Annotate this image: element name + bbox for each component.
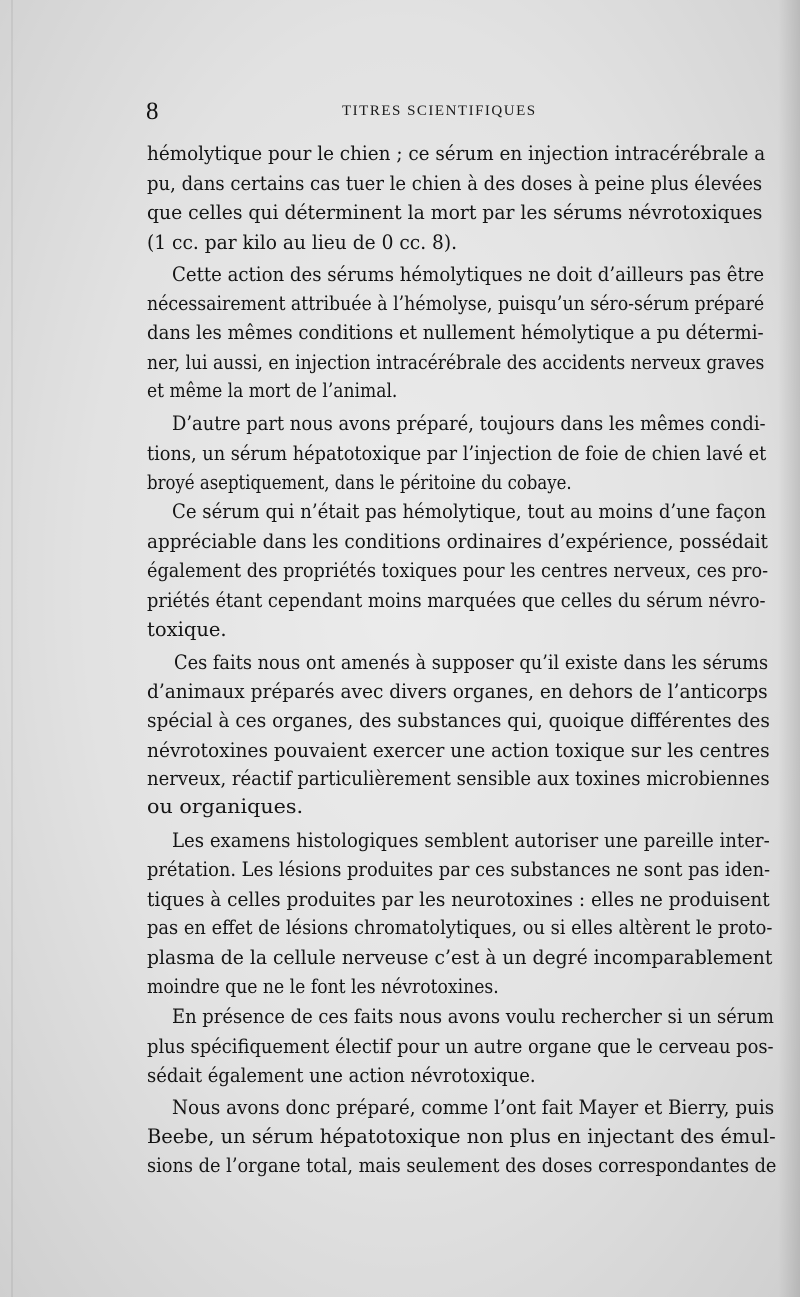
text-line: Cette action des sérums hémolytiques ne doit d’ailleurs pas être: [172, 262, 765, 286]
text-line: pas en effet de lésions chromatolytiques, ou si elles altèrent le proto-: [147, 915, 773, 939]
page-number: 8: [146, 98, 159, 125]
text-line: tiques à celles produites par les neurotoxines : elles ne produisent: [147, 887, 770, 911]
text-line: sédait également une action névrotoxique.: [147, 1063, 536, 1087]
text-line: toxique.: [147, 617, 227, 641]
text-line: D’autre part nous avons préparé, toujours dans les mêmes condi-: [172, 411, 766, 435]
text-line: Nous avons donc préparé, comme l’ont fait Mayer et Bierry, puis: [172, 1095, 775, 1119]
text-line: nerveux, réactif particulièrement sensible aux toxines microbiennes: [147, 766, 770, 790]
text-line: Beebe, un sérum hépatotoxique non plus en injectant des émul-: [147, 1124, 776, 1148]
text-line: En présence de ces faits nous avons voulu rechercher si un sérum: [172, 1004, 774, 1028]
text-line: nécessairement attribuée à l’hémolyse, puisqu’un séro-sérum préparé: [147, 291, 765, 315]
text-line: spécial à ces organes, des substances qui, quoique différentes des: [147, 708, 770, 732]
text-line: que celles qui déterminent la mort par les sérums névrotoxiques: [147, 200, 763, 224]
text-line: Ce sérum qui n’était pas hémolytique, tout au moins d’une façon: [172, 499, 767, 523]
text-line: sions de l’organe total, mais seulement des doses correspondantes de: [147, 1153, 777, 1177]
text-line: ner, lui aussi, en injection intracérébrale des accidents nerveux graves: [147, 350, 765, 374]
text-line: appréciable dans les conditions ordinaires d’expérience, possédait: [147, 529, 768, 553]
text-line: pu, dans certains cas tuer le chien à des doses à peine plus élevées: [147, 171, 763, 195]
text-line: Ces faits nous ont amenés à supposer qu’il existe dans les sérums: [174, 650, 769, 674]
text-line: et même la mort de l’animal.: [147, 378, 398, 402]
text-line: névrotoxines pouvaient exercer une action toxique sur les centres: [147, 738, 770, 762]
text-line: d’animaux préparés avec divers organes, en dehors de l’anticorps: [147, 679, 768, 703]
text-line: plus spécifiquement électif pour un autre organe que le cerveau pos-: [147, 1034, 774, 1058]
text-line: tions, un sérum hépatotoxique par l’injection de foie de chien lavé et: [147, 441, 767, 465]
text-line: ou organiques.: [147, 794, 304, 818]
running-title: TITRES SCIENTIFIQUES: [342, 103, 537, 119]
text-line: prétation. Les lésions produites par ces substances ne sont pas iden-: [147, 857, 771, 881]
text-line: également des propriétés toxiques pour les centres nerveux, ces pro-: [147, 558, 769, 582]
text-line: moindre que ne le font les névrotoxines.: [147, 974, 499, 998]
text-line: (1 cc. par kilo au lieu de 0 cc. 8).: [147, 230, 458, 254]
text-line: hémolytique pour le chien ; ce sérum en injection intracérébrale a: [147, 141, 766, 165]
text-line: broyé aseptiquement, dans le péritoine du cobaye.: [147, 470, 572, 494]
text-line: priétés étant cependant moins marquées que celles du sérum névro-: [147, 588, 766, 612]
text-line: Les examens histologiques semblent autoriser une pareille inter-: [172, 828, 770, 852]
text-line: dans les mêmes conditions et nullement hémolytique a pu détermi-: [147, 320, 764, 344]
text-line: plasma de la cellule nerveuse c’est à un degré incomparablement: [147, 945, 773, 969]
